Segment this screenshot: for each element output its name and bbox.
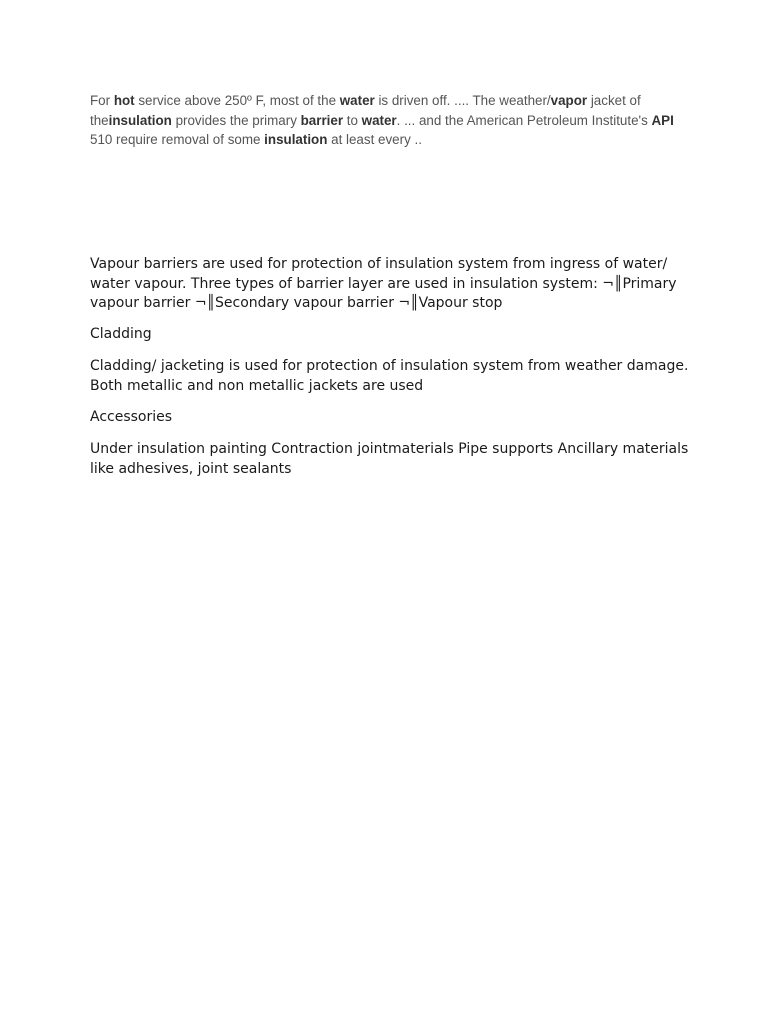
snippet-keyword-vapor: vapor xyxy=(550,93,588,108)
snippet-keyword-water: water xyxy=(361,112,397,128)
snippet-keyword-insulation: insulation xyxy=(264,132,328,147)
snippet-text: For xyxy=(90,93,114,108)
snippet-text: . ... and the American Petroleum Institute's xyxy=(396,112,652,128)
vapour-barriers-paragraph: Vapour barriers are used for protection of insulation system from ingress of water/ water vapour. Three types of barrier layer are used in insulation system: ¬║Primary vapour barrier ¬║Secondary vapour barrier ¬║Vapour stop xyxy=(90,256,677,311)
snippet-text: provides the primary xyxy=(171,112,301,128)
snippet-keyword-barrier: barrier xyxy=(300,112,344,128)
accessories-paragraph: Under insulation painting Contraction jointmaterials Pipe supports Ancillary materials like adhesives, joint sealants xyxy=(90,441,689,477)
snippet-text: to xyxy=(343,112,362,128)
snippet-keyword-insulation: insulation xyxy=(108,112,172,128)
search-snippet-paragraph xyxy=(90,91,680,150)
accessories-heading: Accessories xyxy=(90,409,173,425)
snippet-text: 510 require removal of some xyxy=(90,132,265,147)
snippet-keyword-api: API xyxy=(651,112,674,128)
snippet-text: is driven off. .... The weather/ xyxy=(374,93,551,108)
snippet-text: at least every .. xyxy=(327,132,422,147)
snippet-keyword-water: water xyxy=(339,93,375,108)
snippet-text: jacket of the xyxy=(90,93,641,128)
snippet-keyword-hot: hot xyxy=(113,93,135,108)
cladding-heading: Cladding xyxy=(90,326,152,342)
snippet-text: service above 250º F, most of the xyxy=(134,93,340,108)
cladding-paragraph: Cladding/ jacketing is used for protection of insulation system from weather damage. Both metallic and non metallic jackets are used xyxy=(90,358,689,394)
